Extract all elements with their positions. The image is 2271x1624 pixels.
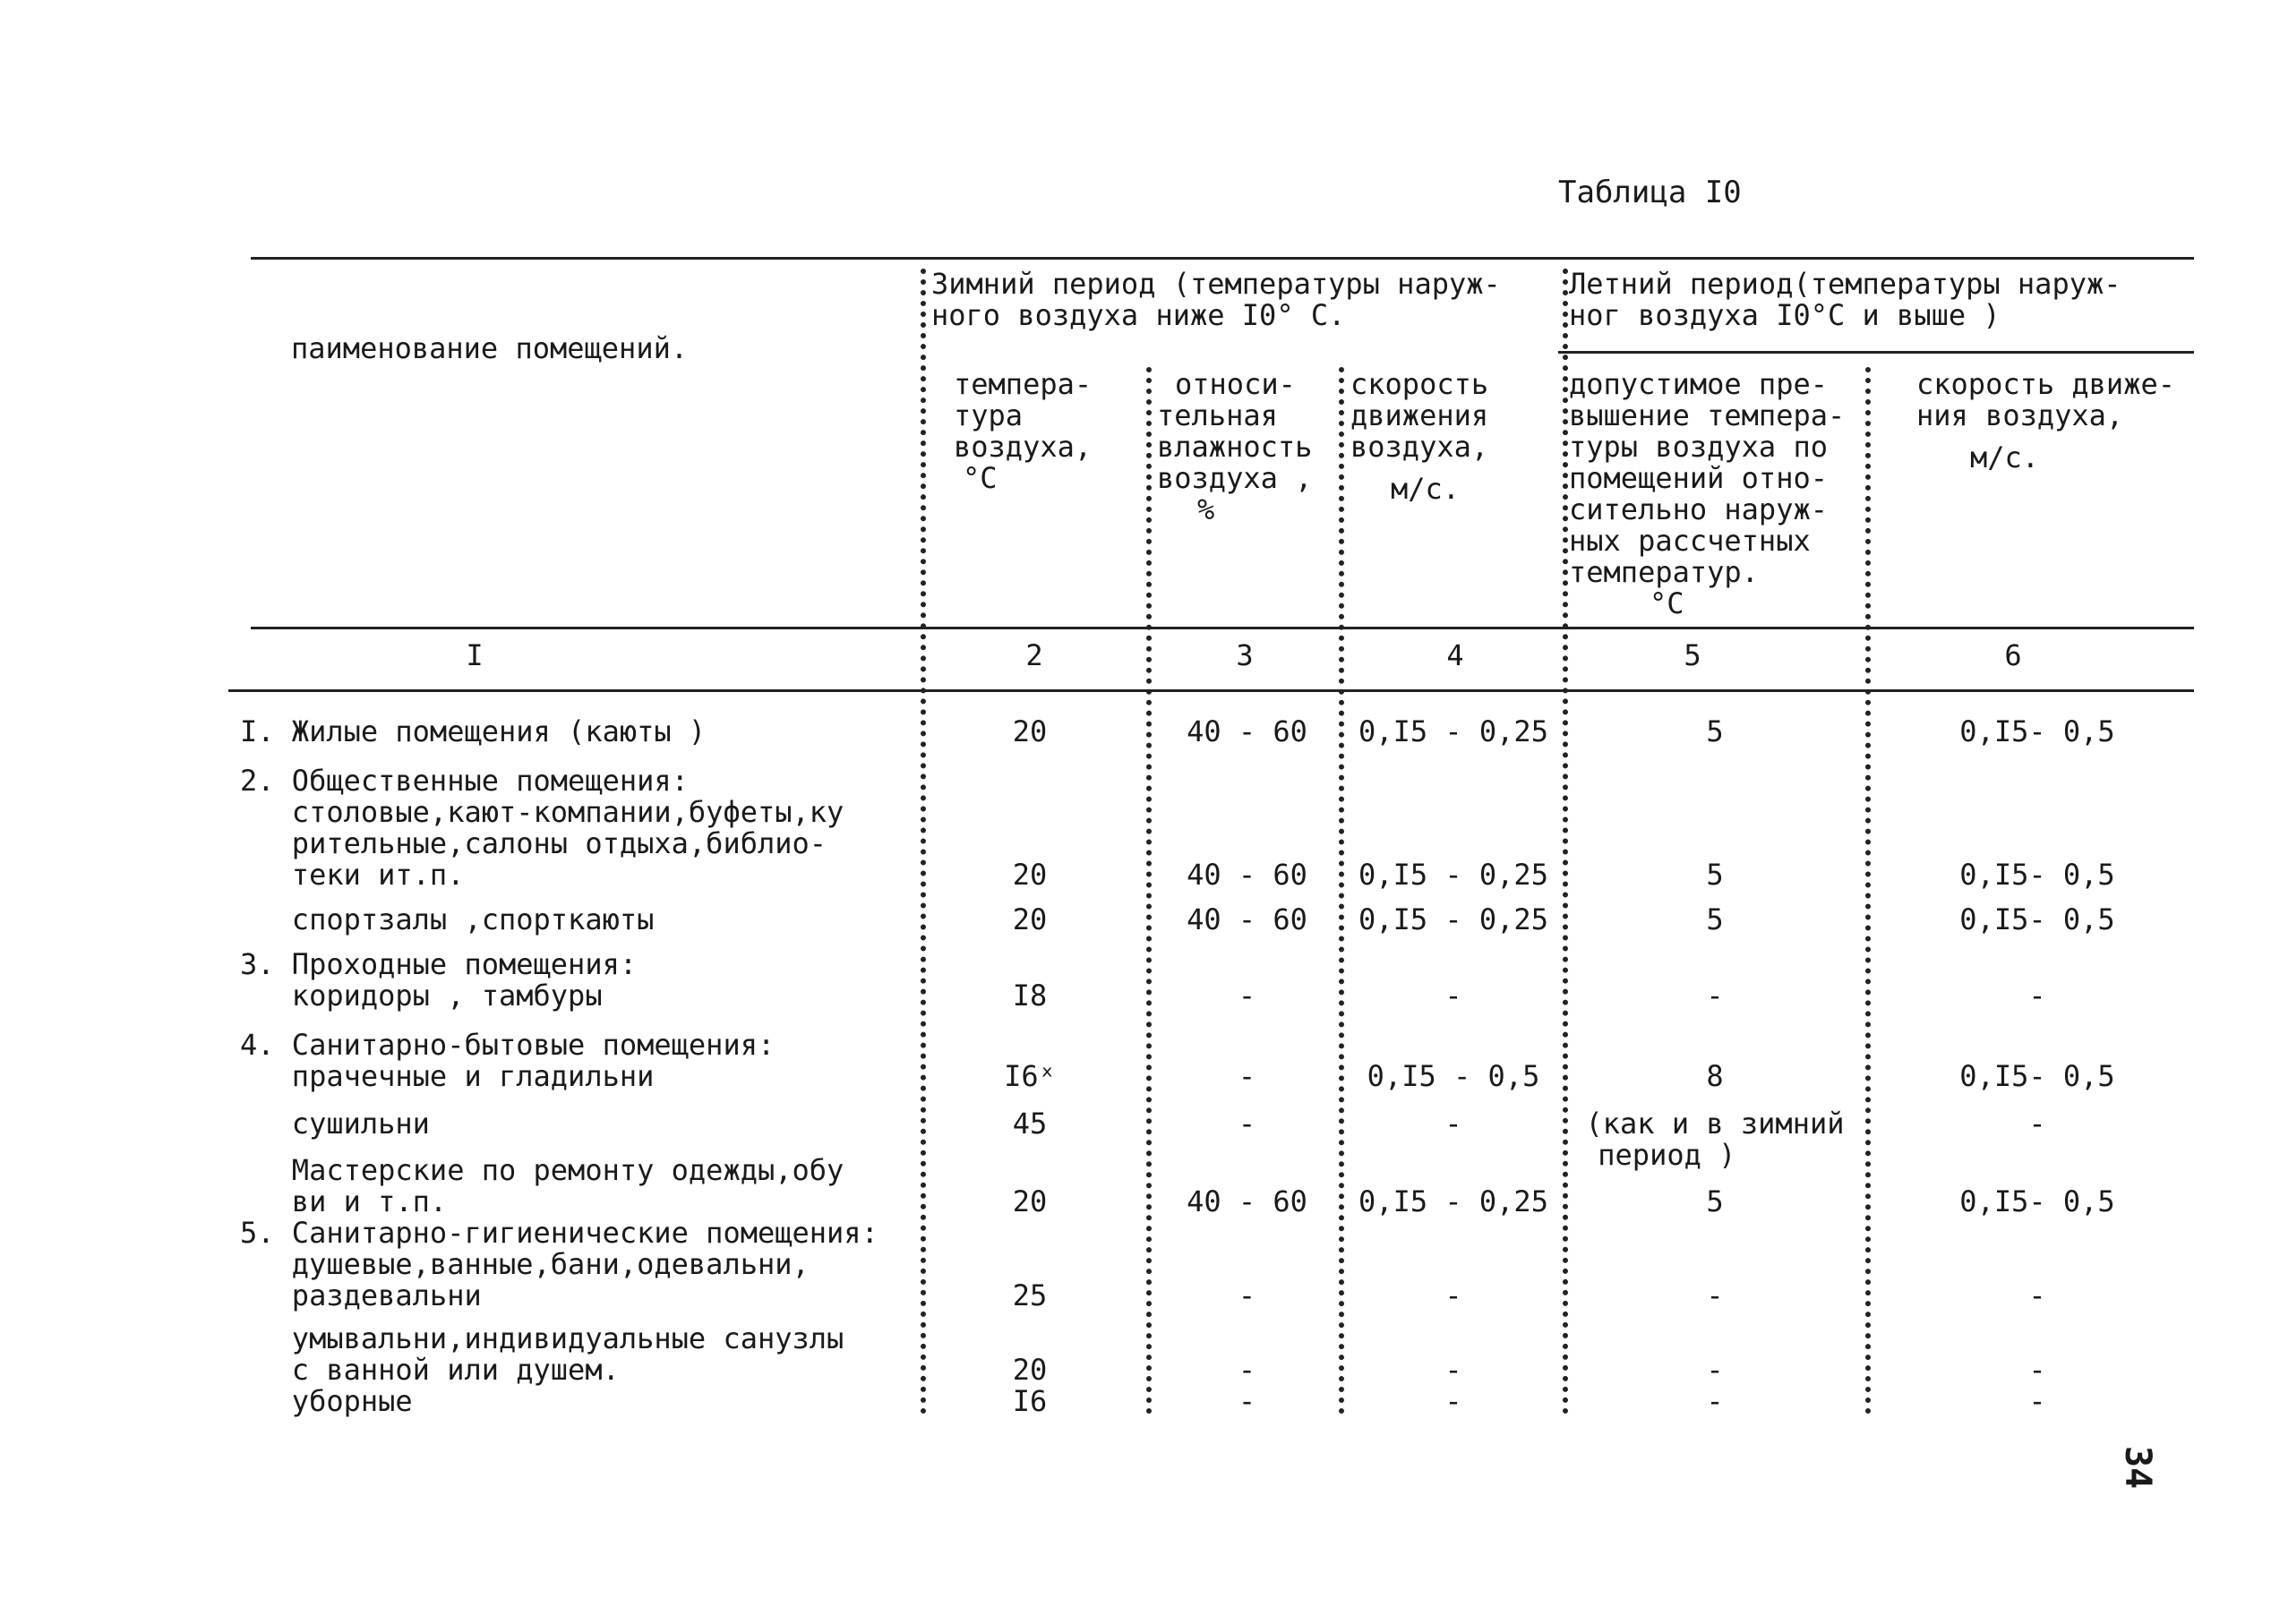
rule-numbers-bottom (228, 689, 2194, 692)
row-value-c4: - (1444, 1278, 1462, 1312)
row-name: сушильни (240, 1107, 430, 1141)
row-name: Мастерские по ремонту одежды,обу ви и т.п. (240, 1153, 844, 1218)
row-value-c6: - (2028, 1107, 2046, 1141)
header-col-name: паименование помещений. (291, 331, 689, 365)
row-value-c4: 0,I5 - 0,25 (1358, 858, 1548, 892)
row-value-c6: 0,I5- 0,5 (1959, 714, 2115, 748)
row-value-c5: 5 (1706, 902, 1724, 936)
row-value-c4: - (1444, 979, 1462, 1013)
row-value-c4: 0,I5 - 0,25 (1358, 714, 1548, 748)
row-value-c5: - (1706, 1353, 1724, 1387)
row-value-c5: - (1706, 1384, 1724, 1418)
row-name: спортзалы ,спорткаюты (240, 902, 655, 936)
row-value-c4: 0,I5 - 0,25 (1358, 902, 1548, 936)
header-summer-group: Летний период(температуры наруж- ног воздуха I0°С и выше ) (1569, 267, 2121, 332)
col-number-3: 3 (1236, 638, 1254, 672)
row-value-c4: - (1444, 1107, 1462, 1141)
rule-top (251, 257, 2194, 260)
row-value-c2: 20 (1012, 1353, 1048, 1387)
row-value-c2: 25 (1012, 1278, 1048, 1312)
row-value-c3: 40 - 60 (1187, 1184, 1307, 1218)
row-value-c6: - (2028, 1353, 2046, 1387)
header-col5: допустимое пре- вышение темпера- туры воздуха по помещений отно- сительно наруж- ных рассчетных температур. °С (1569, 367, 1846, 620)
col-sep-2 (1146, 367, 1152, 1415)
row-value-c4: 0,I5 - 0,25 (1358, 1184, 1548, 1218)
row-value-c2: I6ˣ (1004, 1059, 1056, 1093)
row-name: 4. Санитарно-бытовые помещения: прачечные и гладильни (240, 1028, 776, 1093)
row-value-c3: - (1238, 1353, 1256, 1387)
row-value-c3: - (1238, 1278, 1256, 1312)
row-value-c6: 0,I5- 0,5 (1959, 858, 2115, 892)
row-value-c6: 0,I5- 0,5 (1959, 902, 2115, 936)
header-winter-group: Зимний период (температуры наруж- ного воздуха ниже I0° С. (931, 267, 1501, 332)
row-value-c2: 45 (1012, 1107, 1048, 1141)
row-value-c3: - (1238, 1059, 1256, 1093)
row-value-c5: - (1706, 979, 1724, 1013)
row-value-c6: - (2028, 1384, 2046, 1418)
row-value-c5: 5 (1706, 1184, 1724, 1218)
row-value-c3: 40 - 60 (1187, 714, 1307, 748)
table-caption: Таблица I0 (1558, 175, 1742, 210)
row-value-c2: I8 (1012, 979, 1048, 1013)
row-value-c3: - (1238, 979, 1256, 1013)
row-name: 3. Проходные помещения: коридоры , тамбуры (240, 947, 638, 1013)
row-value-c5: (как и в зимний (1585, 1107, 1845, 1141)
col-sep-3 (1339, 367, 1344, 1415)
row-name: умывальни,индивидуальные санузлы с ванной или душем. (240, 1321, 844, 1387)
row-name: уборные (240, 1384, 413, 1418)
row-value-c6: 0,I5- 0,5 (1959, 1059, 2115, 1093)
row-value-c2: 20 (1012, 1184, 1048, 1218)
header-col3: относи- тельная влажность воздуха , % (1157, 367, 1313, 526)
row-value-c3: 40 - 60 (1187, 858, 1307, 892)
row-value-c5: 5 (1706, 714, 1724, 748)
row-value-c4: - (1444, 1353, 1462, 1387)
row-value-c2: 20 (1012, 902, 1048, 936)
row-value-c6: - (2028, 979, 2046, 1013)
row-name: I. Жилые помещения (каюты ) (240, 714, 707, 748)
page-number: 34 (2117, 1446, 2158, 1490)
row-value-c3: 40 - 60 (1187, 902, 1307, 936)
col-number-1: I (466, 638, 484, 672)
row-value-c4: 0,I5 - 0,5 (1367, 1059, 1540, 1093)
row-value-c6: - (2028, 1278, 2046, 1312)
row-name: 2. Общественные помещения: столовые,кают-компании,буфеты,ку рительные,салоны отдыха,библио- теки ит.п. (240, 764, 844, 892)
row-value-c6: 0,I5- 0,5 (1959, 1184, 2115, 1218)
col-sep-1 (921, 269, 926, 1415)
col-sep-4 (1563, 269, 1568, 1415)
row-value-c5: 8 (1706, 1059, 1724, 1093)
row-name: 5. Санитарно-гигиенические помещения: душевые,ванные,бани,одевальни, раздевальни (240, 1216, 878, 1312)
row-value-c5: - (1706, 1278, 1724, 1312)
row-value-c2: 20 (1012, 858, 1048, 892)
row-value-c2: 20 (1012, 714, 1048, 748)
col-number-5: 5 (1684, 638, 1701, 672)
rule-summer-sub (1558, 351, 2194, 354)
row-value-c2: I6 (1012, 1384, 1048, 1418)
col-number-4: 4 (1446, 638, 1464, 672)
col-number-6: 6 (2004, 638, 2022, 672)
header-col4: скорость движения воздуха, м/с. (1350, 367, 1489, 506)
row-value-c4: - (1444, 1384, 1462, 1418)
row-value-c3: - (1238, 1107, 1256, 1141)
rule-header-bottom (251, 627, 2194, 629)
col-number-2: 2 (1025, 638, 1043, 672)
header-col2: темпера- тура воздуха, °С (954, 367, 1093, 495)
row-value-c3: - (1238, 1384, 1256, 1418)
header-col6: скорость движе- ния воздуха, м/с. (1916, 367, 2175, 474)
col-sep-5 (1865, 367, 1871, 1415)
row-value-c5-cont: период ) (1581, 1138, 1736, 1172)
row-value-c5: 5 (1706, 858, 1724, 892)
